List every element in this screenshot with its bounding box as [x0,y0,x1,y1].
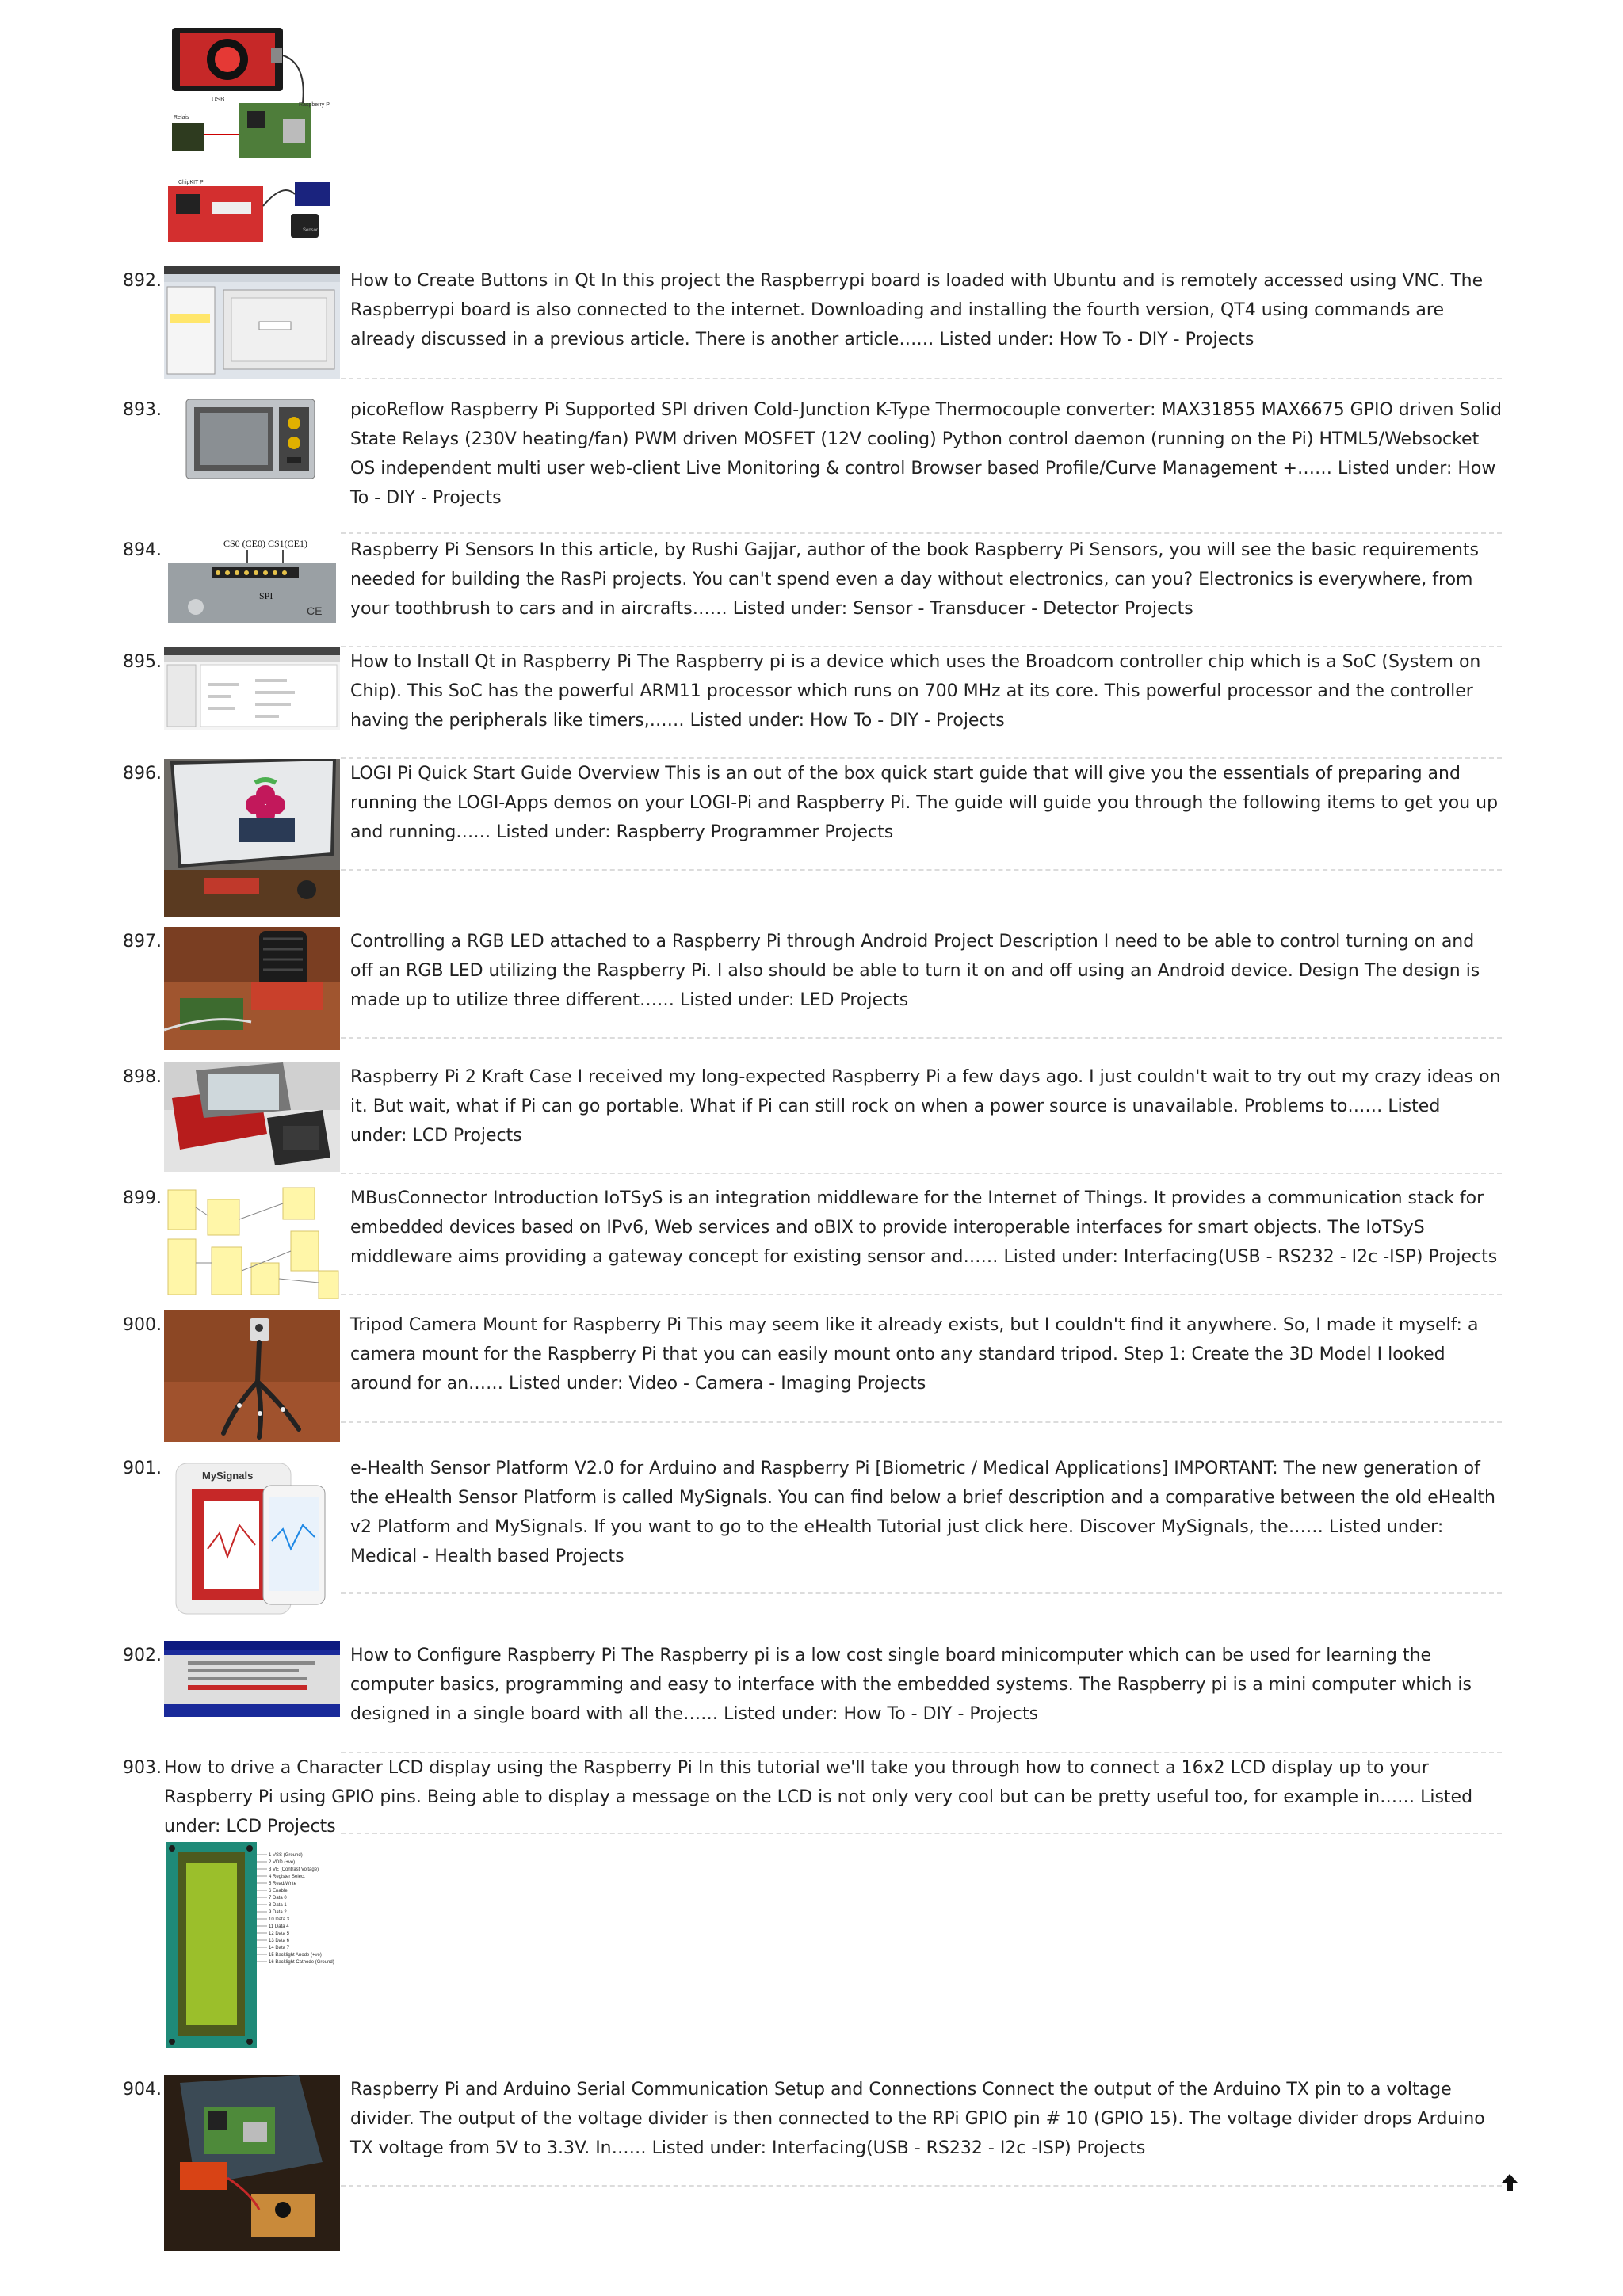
thumb-label-usb: USB [212,96,225,103]
list-item [123,536,1502,623]
item-number: 899. [123,1188,162,1208]
item-description[interactable]: e-Health Sensor Platform V2.0 for Arduino and Raspberry Pi [Biometric / Medical Applications] IMPORTANT: The new generation of the eHealth Sensor Platform is called MySignals. You can find below a brief description and a comparative between the old eHealth v2 Platform and MySignals. If you want to go to the eHealth Tutorial just click here. Discover MySignals, the…… Listed under: Medical - Health based Projects [350,1459,1495,1566]
item-thumbnail[interactable] [164,1310,340,1442]
lcd-pin-label: 2 VDD (+ve) [269,1860,296,1865]
separator [341,1833,1502,1834]
item-description[interactable]: MBusConnector Introduction IoTSyS is an integration middleware for the Internet of Things. It provides a communication stack for embedded devices based on IPv6, Web services and oBIX to provide interoperable interfaces for smart objects. The IoTSyS middleware aims providing a gateway concept for existing sensor and…… Listed under: Interfacing(USB - RS232 - I2c -ISP) Projects [350,1188,1498,1267]
item-number: 898. [123,1067,162,1087]
top-continuation-thumbnail[interactable] [164,24,340,250]
arrow-up-icon [1498,2171,1522,2195]
lcd-pin-label: 6 Enable [269,1889,288,1894]
item-description[interactable]: How to drive a Character LCD display using the Raspberry Pi In this tutorial we'll take you through how to connect a 16x2 LCD display up to your Raspberry Pi using GPIO pins. Being able to display a message on the LCD is not only very cool but can be pretty useful too, for example in…… Listed under: LCD Projects [164,1758,1473,1836]
separator [341,869,1502,871]
lcd-pin-label: 7 Data 0 [269,1896,287,1901]
item-number: 900. [123,1315,162,1335]
item-thumbnail[interactable] [164,536,340,624]
item-description[interactable]: How to Create Buttons in Qt In this project the Raspberrypi board is loaded with Ubuntu and is remotely accessed using VNC. The Raspberrypi board is also connected to the internet. Downloading and installing the fourth version, QT4 using commands are already discussed in a previous article. There is another article…… Listed under: How To - DIY - Projects [350,271,1484,349]
separator [341,532,1502,534]
item-number: 902. [123,1646,162,1665]
separator [341,1037,1502,1039]
item-thumbnail[interactable] [164,1062,340,1172]
item-description[interactable]: LOGI Pi Quick Start Guide Overview This is an out of the box quick start guide that will give you the essentials of preparing and running the LOGI-Apps demos on your LOGI-Pi and Raspberry Pi. The guide will guide you through the following items to get you up and running…… Listed under: Raspberry Programmer Projects [350,764,1499,842]
lcd-pin-label: 3 VE (Contrast Voltage) [269,1867,319,1872]
scroll-to-top-button[interactable] [1498,2171,1522,2195]
lcd-pin-label: 11 Data 4 [269,1924,289,1929]
item-description[interactable]: picoReflow Raspberry Pi Supported SPI driven Cold-Junction K-Type Thermocouple converter: MAX31855 MAX6675 GPIO driven Solid State Relays (230V heating/fan) PWM driven MOSFET (12V cooling) Python control daemon (running on the Pi) HTML5/Websocket OS independent multi user web-client Live Monitoring & control Browser based Profile/Curve Management +…… Listed under: How To - DIY - Projects [350,400,1502,508]
item-description[interactable]: Raspberry Pi and Arduino Serial Communication Setup and Connections Connect the output of the Arduino TX pin to a voltage divider. The output of the voltage divider is then connected to the RPi GPIO pin # 10 (GPIO 15). The voltage divider drops Arduino TX voltage from 5V to 3.3V. In…… Listed under: Interfacing(USB - RS232 - I2c -ISP) Projects [350,2080,1485,2158]
item-number: 895. [123,652,162,672]
item-number: 893. [123,400,162,420]
lcd-pin-label: 4 Register Select [269,1875,305,1879]
item-number: 892. [123,271,162,291]
item-description[interactable]: Raspberry Pi 2 Kraft Case I received my long-expected Raspberry Pi a few days ago. I just couldn't wait to try out my crazy ideas on it. But wait, what if Pi can go portable. What if Pi can still rock on when a power source is unavailable. Problems to…… Listed under: LCD Projects [350,1067,1501,1146]
lcd-pin-label: 12 Data 5 [269,1932,290,1936]
list-item [123,266,1502,377]
item-thumbnail[interactable] [164,2075,340,2251]
separator [341,1294,1502,1295]
lcd-pin-label: 8 Data 1 [269,1903,287,1908]
lcd-pin-label: 5 Read/Write [269,1882,296,1886]
item-thumbnail[interactable] [164,1641,340,1717]
item-thumbnail[interactable] [164,1454,340,1620]
thumb-label-sensor: Sensor [303,228,319,233]
item-thumbnail[interactable] [164,927,340,1050]
item-thumbnail[interactable] [164,759,340,917]
lcd-pin-label: 14 Data 7 [269,1946,290,1951]
svg-text:CE: CE [307,605,323,617]
list-item [123,1184,1502,1295]
separator [341,1173,1502,1174]
separator [341,2185,1502,2187]
item-number: 903. [123,1758,162,1778]
list-item [123,759,1502,917]
list-item [123,395,1502,510]
lcd-pin-label: 1 VSS (Ground) [269,1853,303,1858]
thumb-label-raspberry: Raspberry Pi [299,102,331,108]
list-item [123,1641,1502,1736]
item-description[interactable]: Tripod Camera Mount for Raspberry Pi This may seem like it already exists, but I couldn't find it anywhere. So, I made it myself: a camera mount for the Raspberry Pi that you can easily mount onto any standard tripod. Step 1: Create the 3D Model I looked around for an…… Listed under: Video - Camera - Imaging Projects [350,1315,1479,1394]
lcd-pin-label: 15 Backlight Anode (+ve) [269,1953,322,1958]
thumb-label-spi: SPI [259,590,273,601]
list-item [123,1062,1502,1173]
item-description[interactable]: Raspberry Pi Sensors In this article, by Rushi Gajjar, author of the book Raspberry Pi Sensors, you will see the basic requirements needed for building the RasPi projects. You can't spend even a day without electronics, can you? Electronics is everywhere, from your toothbrush to cars and in aircrafts…… Listed under: Sensor - Transducer - Detector Projects [350,540,1479,619]
item-thumbnail[interactable] [164,395,340,482]
item-thumbnail[interactable] [164,266,340,379]
item-number: 901. [123,1459,162,1478]
lcd-pin-label: 13 Data 6 [269,1939,290,1943]
thumb-label-mysignals: MySignals [202,1470,254,1482]
item-thumbnail[interactable] [164,647,340,730]
item-number: 894. [123,540,162,560]
item-number: 904. [123,2080,162,2100]
separator [341,1421,1502,1423]
list-item [123,1753,1502,2046]
item-description[interactable]: How to Install Qt in Raspberry Pi The Raspberry pi is a device which uses the Broadcom controller chip which is a SoC (System on Chip). This SoC has the powerful ARM11 processor which runs on 700 MHz at its core. This powerful processor and the controller having the peripherals like timers,…… Listed under: How To - DIY - Projects [350,652,1481,730]
list-item [123,647,1502,734]
lcd-pin-label: 16 Backlight Cathode (Ground) [269,1960,334,1965]
item-description[interactable]: How to Configure Raspberry Pi The Raspberry pi is a low cost single board minicomputer which can be used for learning the computer basics, programming and easy to interface with the embedded systems. The Raspberry pi is a mini computer which is designed in a single board with all the…… Listed under: How To - DIY - Projects [350,1646,1472,1724]
item-description[interactable]: Controlling a RGB LED attached to a Raspberry Pi through Android Project Description I need to be able to control turning on and off an RGB LED utilizing the Raspberry Pi. I also should be able to turn it on and off using an Android device. Design The design is made up to utilize three different…… Listed under: LED Projects [350,932,1480,1010]
thumb-label-cs: CS0 (CE0) CS1(CE1) [223,538,308,549]
item-number: 897. [123,932,162,952]
thumb-label-cam: Relais [174,115,189,120]
separator [341,1592,1502,1594]
thumb-label-chipkit: ChipKIT Pi [178,180,205,185]
item-thumbnail[interactable] [164,1184,340,1302]
list-item [123,927,1502,1050]
item-thumbnail[interactable] [164,1840,340,2050]
list-item [123,2075,1502,2253]
separator [341,378,1502,379]
lcd-pin-label: 10 Data 3 [269,1917,290,1922]
item-number: 896. [123,764,162,784]
lcd-pin-label: 9 Data 2 [269,1910,287,1915]
